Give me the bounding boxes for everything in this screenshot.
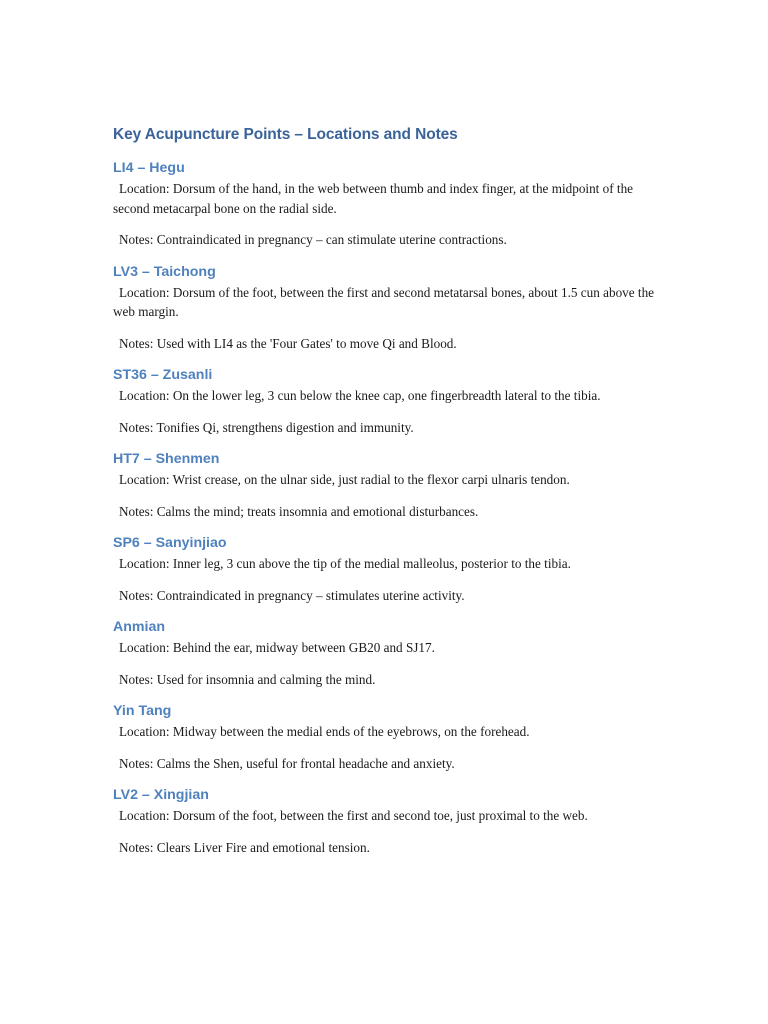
point-heading: Anmian <box>113 619 166 635</box>
point-heading: LV2 – Xingjian <box>113 787 209 803</box>
point-heading: ST36 – Zusanli <box>113 367 213 383</box>
point-notes: Notes: Tonifies Qi, strengthens digestion and immunity. <box>119 419 414 435</box>
document-title: Key Acupuncture Points – Locations and Notes <box>113 126 458 143</box>
point-section-li4 <box>113 159 658 250</box>
point-heading: SP6 – Sanyinjiao <box>113 535 227 551</box>
point-section-anmian <box>113 618 658 689</box>
point-section-ht7 <box>113 450 658 521</box>
point-notes: Notes: Clears Liver Fire and emotional tension. <box>119 839 370 855</box>
point-location: Location: Dorsum of the hand, in the web between thumb and index finger, at the midpoint of the second metacarpal bone on the radial side. <box>113 181 634 216</box>
point-location: Location: Dorsum of the foot, between the first and second toe, just proximal to the web. <box>119 808 588 823</box>
point-location: Location: Dorsum of the foot, between the first and second metatarsal bones, about 1.5 cun above the web margin. <box>113 284 655 319</box>
point-notes: Notes: Used with LI4 as the 'Four Gates' to move Qi and Blood. <box>119 335 457 351</box>
point-location: Location: Wrist crease, on the ulnar side, just radial to the flexor carpi ulnaris tendon. <box>119 472 570 487</box>
point-heading: Yin Tang <box>113 703 172 719</box>
point-section-lv3 <box>113 263 658 354</box>
point-section-yin-tang <box>113 702 658 773</box>
point-section-st36 <box>113 366 658 437</box>
point-section-sp6 <box>113 534 658 605</box>
point-section-lv2 <box>113 786 658 857</box>
point-notes: Notes: Contraindicated in pregnancy – can stimulate uterine contractions. <box>119 232 507 247</box>
point-location: Location: Inner leg, 3 cun above the tip of the medial malleolus, posterior to the tibia. <box>119 556 571 571</box>
point-heading: LI4 – Hegu <box>113 160 185 176</box>
point-notes: Notes: Used for insomnia and calming the mind. <box>119 671 376 687</box>
document-page <box>113 124 658 857</box>
point-location: Location: Behind the ear, midway between GB20 and SJ17. <box>119 640 435 655</box>
point-notes: Notes: Calms the Shen, useful for frontal headache and anxiety. <box>119 755 455 771</box>
point-heading: LV3 – Taichong <box>113 263 216 280</box>
point-location: Location: Midway between the medial ends of the eyebrows, on the forehead. <box>119 724 530 739</box>
point-notes: Notes: Calms the mind; treats insomnia and emotional disturbances. <box>119 503 479 519</box>
point-heading: HT7 – Shenmen <box>113 451 220 467</box>
point-location: Location: On the lower leg, 3 cun below the knee cap, one fingerbreadth lateral to the tibia. <box>119 388 601 403</box>
point-notes: Notes: Contraindicated in pregnancy – stimulates uterine activity. <box>119 587 465 603</box>
